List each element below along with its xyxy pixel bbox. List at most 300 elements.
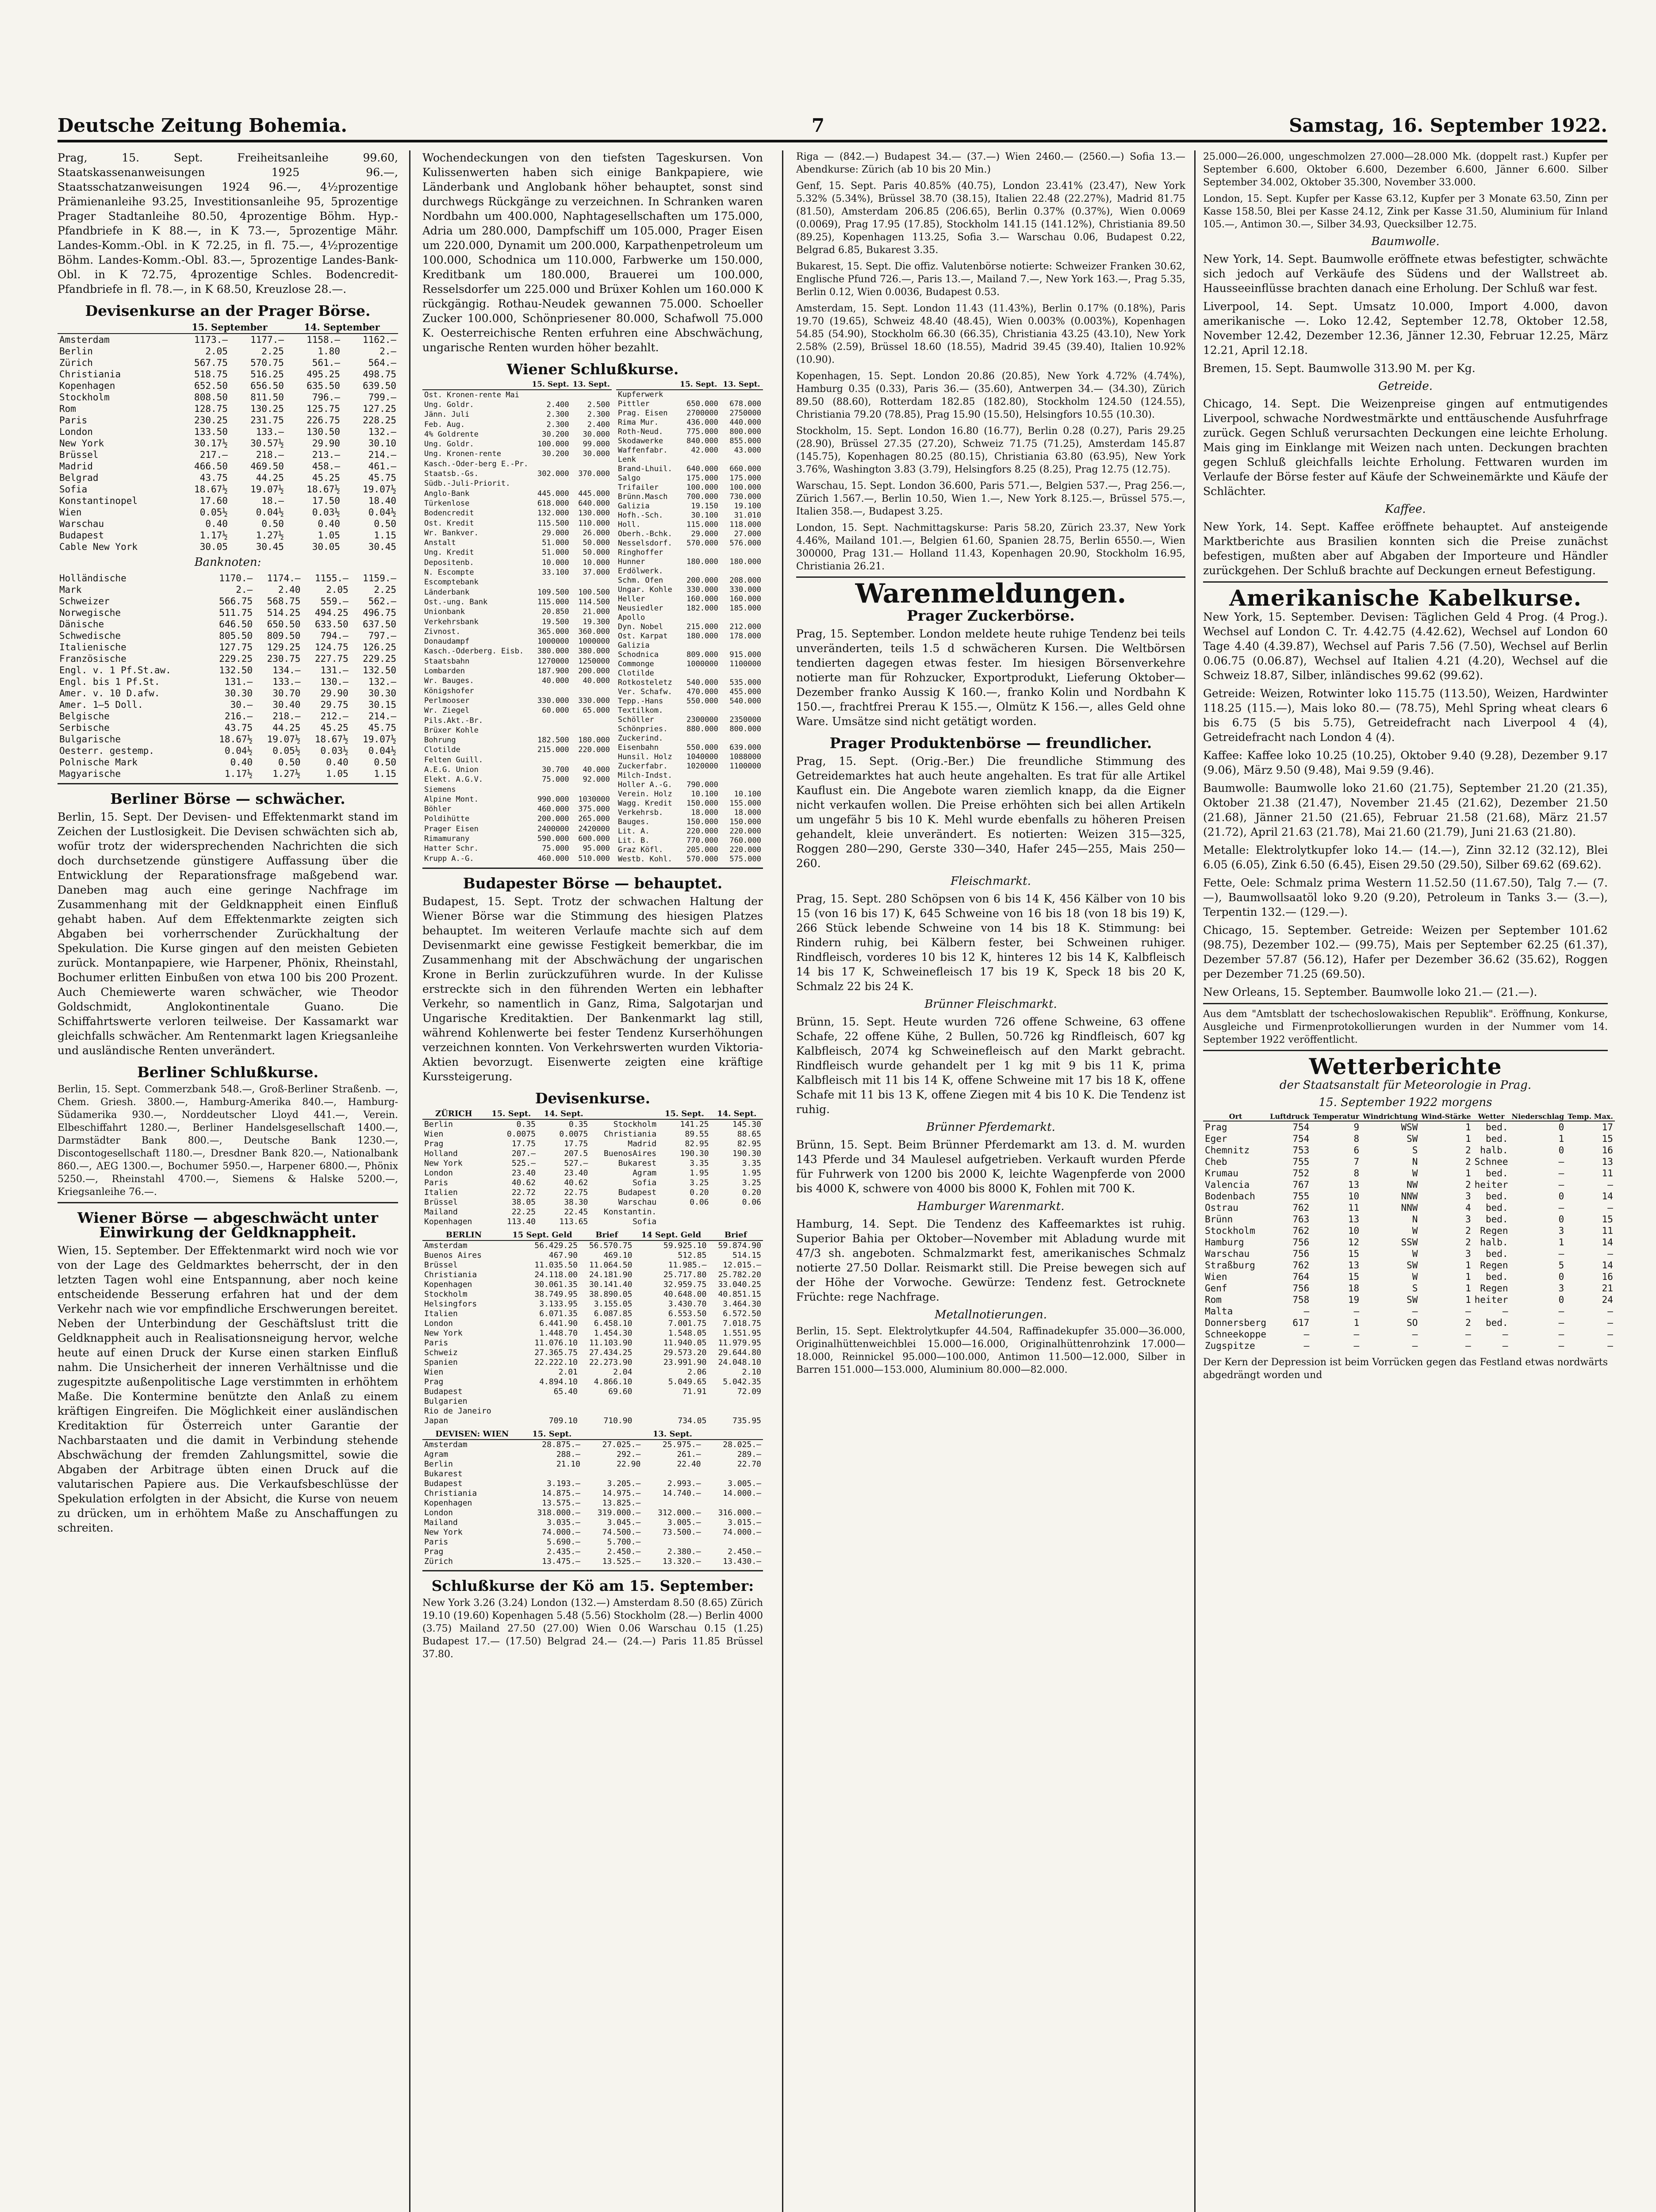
cell-value: 1 (1465, 1271, 1471, 1282)
cell-value: 42.000 (691, 446, 718, 455)
cell-value: 0.40 (326, 757, 349, 768)
cell-value: 59.925.10 (663, 1241, 707, 1250)
row-label: New York (59, 438, 104, 449)
cell-value: 2.40 (278, 584, 301, 595)
cell-value: — (1558, 1340, 1564, 1351)
cell-value: 678.000 (729, 399, 761, 408)
cell-value: 212.— (320, 711, 349, 722)
cell-value: 17.75 (511, 1139, 536, 1148)
row-label: Spanien (424, 1358, 458, 1367)
cell-value: 1000000 (537, 637, 569, 646)
cell-value: 2 (1465, 1145, 1471, 1156)
cell-value: 1158.— (307, 334, 340, 345)
cell-value: 14.975.— (602, 1489, 641, 1498)
wiener-schluss-row (422, 607, 612, 617)
cell-value: 1173.— (194, 334, 228, 345)
row-label: Brüssel (424, 1198, 458, 1207)
wetter-row (1203, 1133, 1615, 1144)
wiener-schluss-right-rows (616, 390, 763, 864)
wiener-schluss-row (422, 657, 612, 666)
cell-value: 1.454.30 (594, 1329, 632, 1338)
cell-value: — (1607, 1248, 1613, 1259)
wiener-schluss-row (616, 390, 763, 399)
berlin-devisen-row (422, 1319, 763, 1329)
divider (1203, 581, 1608, 583)
berlin-heading: Berliner Börse — schwächer. (110, 790, 345, 807)
wiener-schluss-row (422, 568, 612, 577)
cell-value (571, 785, 612, 795)
cell-value: 75.000 (542, 775, 569, 784)
row-label: Perlmooser (424, 696, 470, 705)
row-label: Französische (59, 653, 126, 664)
cell-value: 132.000 (537, 509, 569, 518)
wiener-schluss-row (616, 576, 763, 585)
cell-value: 330.000 (686, 585, 718, 594)
banknoten-row (58, 618, 398, 630)
cell-value: W (1412, 1168, 1418, 1179)
cell-value (571, 686, 612, 696)
divider (1203, 1003, 1608, 1004)
zurich-row (422, 1198, 763, 1207)
row-label: Siemens (424, 785, 456, 794)
devisen-row (58, 449, 398, 461)
cell-value: 1020000 (686, 762, 718, 771)
cell-value (530, 390, 571, 400)
row-label: Zugspitze (1205, 1340, 1255, 1351)
cell-value: 208.000 (729, 576, 761, 585)
wetter-row (1203, 1190, 1615, 1202)
row-label: Konstantinopel (59, 495, 138, 506)
banknoten-row (58, 572, 398, 584)
cell-value (720, 548, 763, 557)
wiener-schluss-row (616, 771, 763, 780)
wetter-row (1203, 1340, 1615, 1352)
cell-value: 75.000 (542, 844, 569, 853)
cell-value: 762 (1292, 1202, 1310, 1213)
cell-value: 498.75 (363, 369, 396, 380)
cell-value: 51.000 (542, 538, 569, 548)
cell-value: 100.500 (578, 588, 610, 597)
row-label: Wien (424, 1367, 444, 1377)
cell-value: 0.04½ (368, 507, 396, 518)
row-label: Ost. Karpat (617, 632, 668, 641)
cell-value: Regen (1480, 1260, 1508, 1271)
cell-value: 0.20 (690, 1188, 709, 1197)
cell-value: 10 (1348, 1191, 1360, 1202)
cell-value: 14 (1602, 1191, 1613, 1202)
cell-value: SSW (1401, 1237, 1418, 1248)
row-label: Salgo (617, 474, 641, 483)
cell-value: 576.000 (729, 539, 761, 548)
cell-value (677, 567, 720, 576)
cell-value: — (1558, 1202, 1564, 1213)
column-header: Temperatur (1311, 1113, 1361, 1121)
row-label: Italien (424, 1309, 458, 1318)
row-label: Zuckerind. (617, 734, 663, 743)
row-label: Ost. Kronen-rente Mai (424, 390, 519, 399)
cell-value: 190.30 (732, 1149, 761, 1158)
row-label: London (424, 1319, 453, 1328)
cell-value: 50.000 (583, 538, 610, 548)
wiener-schluss-row (616, 743, 763, 753)
row-label: Bohrung (424, 736, 456, 745)
cell-value: 1 (1465, 1122, 1471, 1133)
cell-value: bed. (1485, 1271, 1508, 1282)
cell-value: 0.06 (690, 1198, 709, 1207)
cell-value: 370.000 (578, 469, 610, 479)
cell-value: 635.50 (307, 380, 340, 391)
cell-value: 1088000 (729, 753, 761, 761)
cell-value: 180.000 (578, 736, 610, 745)
wiener-schluss-row (616, 539, 763, 548)
row-label: Kopenhagen (424, 1498, 472, 1508)
wiener-schluss-row (422, 755, 612, 765)
kabel-devisen-text: New York, 15. September. Devisen: Täglichen Geld 4 Prog. (4 Prog.). Wechsel auf London C. Tr. 4.42.75 (4.42.62), Wechsel auf London 60 Tage 4.40 (4.39.87), Wechsel auf Paris 7.56 (7.50), Wechsel auf Berlin 0.06.75 (0.06.87), Wechsel auf Italien 4.21 (4.20), Wechsel auf die Schweiz 18.87, Silber, inländisches 99.62 (99.62). (1203, 611, 1608, 682)
column-header: 13. Sept. (642, 1429, 702, 1440)
wetter-date: 15. September 1922 morgens (1319, 1096, 1492, 1109)
wiener-schluss-row (422, 637, 612, 646)
cell-value (720, 567, 763, 576)
cell-value: 30.45 (256, 541, 284, 552)
cell-value: 118.000 (729, 520, 761, 529)
divider (422, 868, 763, 869)
page-number: 7 (811, 115, 825, 136)
cell-value: 809.50 (267, 630, 301, 641)
cell-value: 228.25 (363, 415, 396, 426)
berlin-devisen-row (422, 1348, 763, 1358)
row-label: Berlin (59, 346, 93, 357)
bremen-text: Bremen, 15. Sept. Baumwolle 313.90 M. per Kg. (1203, 362, 1476, 375)
cell-value: 514.15 (732, 1251, 761, 1260)
cell-value (571, 459, 612, 469)
row-label: Heller (617, 595, 645, 603)
banknoten-row (58, 676, 398, 687)
cell-value: 1.95 (742, 1168, 761, 1178)
row-label: Clotilde (617, 669, 654, 678)
cell-value: S (1412, 1145, 1418, 1156)
cell-value: 24.181.90 (589, 1270, 632, 1279)
cell-value: N (1412, 1156, 1418, 1167)
cell-value: 2.— (236, 584, 253, 595)
cell-value: 3 (1465, 1191, 1471, 1202)
cell-value: 1.27½ (272, 768, 301, 779)
cell-value (720, 780, 763, 790)
zurich-row (422, 1119, 763, 1129)
cell-value: 129.25 (267, 642, 301, 653)
cell-value: 764 (1292, 1271, 1310, 1282)
wiener-schluss-row (422, 400, 612, 410)
cell-value: 51.000 (542, 548, 569, 557)
wiener-schluss-row (422, 676, 612, 686)
devisen-row (58, 530, 398, 541)
cell-value: 6.441.90 (539, 1319, 578, 1328)
cell-value: 753 (1292, 1145, 1310, 1156)
cell-value: 2.25 (261, 346, 284, 357)
cell-value: — (1412, 1329, 1418, 1340)
wiener-schluss-row (616, 845, 763, 855)
devisen-row (58, 403, 398, 415)
row-label: Mailand (424, 1207, 458, 1217)
divider (1203, 1050, 1608, 1051)
row-label: Eger (1205, 1133, 1227, 1144)
row-label: Wagg. Kredit (617, 799, 672, 808)
wiener-schluss-row (422, 440, 612, 449)
cell-value: 60.000 (542, 706, 569, 715)
wiener-schluss-row (616, 437, 763, 446)
banknoten-row (58, 607, 398, 618)
column-header: 15. Sept. (530, 380, 571, 390)
cell-value: 24.048.10 (718, 1358, 761, 1367)
row-label: Hunsil. Holz (617, 753, 672, 761)
row-label: Christiania (424, 1270, 477, 1279)
metal-continued-text: 25.000—26.000, ungeschmolzen 27.000—28.000 Mk. (doppelt rast.) Kupfer per September 6.600, Oktober 6.600, Dezember 6.600, Jänner 6.600. Silber September 34.002, Oktober 35.300, November 33.000. (1203, 151, 1608, 188)
wiener-schluss-row (616, 492, 763, 502)
wetter-table (1203, 1113, 1615, 1352)
wiener-schluss-row (422, 420, 612, 430)
cell-value: 540.000 (686, 678, 718, 687)
bruenner-fleisch-text: Brünn, 15. Sept. Heute wurden 726 offene Schweine, 63 offene Schafe, 22 offene Kühe, 2 Bullen, 50.726 kg Rindfleisch, 607 kg Kalbfleisch, 2074 kg Schweinefleisch auf den Markt gebracht. Rindfleisch wurde gehandelt per 1 kg mit 9 bis 11 K, prima Kalbfleisch mit 11 bis 14 K, offene Schweine mit 17 bis 18 K, offene Schafe mit 11 bis 13 K, offene Ziegen mit 4 bis 10 K. Die Tendenz ist ruhig. (796, 1015, 1185, 1116)
cell-value: 3.035.— (547, 1518, 580, 1527)
cell-value: 3.25 (690, 1178, 709, 1187)
cell-value: 100.000 (537, 440, 569, 449)
cell-value: 3 (1558, 1283, 1564, 1294)
cell-value: 2.435.— (547, 1547, 580, 1556)
wien-devisen-row (422, 1489, 763, 1498)
cell-value: 2.450.— (607, 1547, 641, 1556)
cell-value: 217.— (199, 449, 228, 460)
cell-value (658, 1217, 710, 1227)
cell-value: 1000000 (686, 660, 718, 668)
cell-value: 30.061.35 (534, 1280, 578, 1289)
wetter-row (1203, 1167, 1615, 1179)
cell-value: 182.500 (537, 736, 569, 745)
cell-value: 1174.— (267, 573, 301, 584)
cell-value: 2400000 (537, 824, 569, 833)
row-label: Bulgarien (424, 1397, 468, 1406)
cell-value: 23.40 (564, 1168, 588, 1178)
row-label: N. Escompte (424, 568, 474, 577)
wiener-schluss-row (616, 418, 763, 427)
cell-value: halb. (1480, 1145, 1508, 1156)
wiener-schluss-row (616, 567, 763, 576)
row-label: Kupferwerk (617, 390, 663, 399)
cell-value: heiter (1474, 1179, 1508, 1190)
cell-value: 800.000 (729, 427, 761, 436)
cell-value: 2700000 (686, 409, 718, 418)
cell-value: 6.087.85 (594, 1309, 632, 1318)
cell-value: 1270000 (537, 657, 569, 666)
row-label: Clotilde (424, 745, 460, 755)
cell-value: 175.000 (686, 474, 718, 483)
cell-value: 735.95 (732, 1416, 761, 1425)
wiener-schluss-row (422, 449, 612, 459)
row-label: Felten Guill. (424, 755, 483, 764)
cell-value: 132.— (368, 676, 396, 687)
row-label: Italien (424, 1188, 458, 1197)
kopenhagen-text: Kopenhagen, 15. Sept. London 20.86 (20.85), New York 4.72% (4.74%), Hamburg 0.35 (0.33), Paris 36.— (35.60), Antwerpen 34.— (34.30), Zürich 89.50 (88.60), Rotterdam 182.85 (182.80), Stockholm 124.50 (124.55), Christiania 79.20 (78.85), Prag 15.90 (15.50), Helsingfors 10.55 (10.30). (796, 371, 1185, 420)
cell-value: 380.000 (537, 647, 569, 656)
cell-value: 20.850 (542, 607, 569, 617)
wetter-subheading: der Staatsanstalt für Meteorologie in Prag. (1279, 1079, 1532, 1092)
cell-value: 29.90 (312, 438, 340, 449)
cell-value: bed. (1485, 1133, 1508, 1144)
row-label: Pittler (617, 399, 650, 408)
row-label: Bulgarische (59, 734, 121, 745)
cell-value: 2420000 (578, 824, 610, 833)
wiener-text: Wien, 15. September. Der Effektenmarkt wird noch wie vor von der Lage des Geldmarktes beherrscht, der in den letzten Tagen wohl eine Entspannung, aber noch keine entscheidende Besserung erfahren hat und der dem Verkehr nach wie vor empfindliche Erschwerungen bereitet. Neben der Unterbindung der Geschäftslust tritt die Geldknappheit auch in Realisationsneigung hervor, welche heute auf einen Druck der Kurse einen starken Einfluß nahm. Die Unsicherheit der inneren Verhältnisse und die zugespitzte außenpolitische Lage verstimmten in erhöhtem Maße. Die Kontermine benützte den Anlaß zu einem kräftigen Eingreifen. Die Möglichkeit einer ausländischen Kreditaktion für Österreich unter Garantie der Nachbarstaaten und die damit in Verbindung stehende Abschwächung der fremden Zahlungsmittel, sowie die Abgaben der Arbitrage übten einen Druck auf die valutarischen Papiere aus. Die Verkaufsbeschlüsse der Spekulation erfolgten in der Absicht, die Kurse von neuem zu drücken, um in erhöhtem Maße zu Anschaffungen zu schreiten. (58, 1244, 398, 1534)
wetter-row (1203, 1121, 1615, 1133)
cell-value: 1100000 (729, 660, 761, 668)
cell-value (522, 1469, 582, 1479)
wiener-schluss-row (616, 585, 763, 595)
cell-value: 3.464.30 (723, 1299, 761, 1309)
row-label: Ungar. Kohle (617, 585, 672, 594)
banknoten-row (58, 595, 398, 607)
wiener-schluss-row (422, 410, 612, 420)
row-label: Jänn. Juli (424, 410, 470, 419)
wetter-row (1203, 1271, 1615, 1283)
cell-value (708, 1397, 763, 1406)
cell-value: 5.042.35 (723, 1377, 761, 1386)
cell-value: — (1558, 1156, 1564, 1167)
cell-value: 0.35 (516, 1120, 536, 1129)
cell-value: 18.67½ (194, 484, 228, 495)
cell-value (677, 771, 720, 780)
cell-value: 265.000 (578, 814, 610, 824)
cell-value: 13.825.— (602, 1498, 641, 1508)
wiener-schluss-row (616, 465, 763, 474)
wiener-schluss-row (616, 762, 763, 771)
cell-value: 2.06 (687, 1367, 707, 1377)
ko-heading: Schlußkurse der Kö am 15. September: (431, 1577, 754, 1594)
cell-value: 22.273.90 (589, 1358, 632, 1367)
row-label: Ung. Kredit (424, 548, 474, 557)
wiener-schluss-row (422, 795, 612, 804)
cell-value: 0 (1558, 1191, 1564, 1202)
cell-value: 218.— (256, 449, 284, 460)
row-label: Verein. Holz (617, 790, 672, 799)
cell-value: 640.000 (578, 499, 610, 508)
cell-value (677, 390, 720, 399)
cell-value: 13.320.— (662, 1557, 701, 1566)
cell-value: 126.25 (363, 642, 396, 653)
kabel-chicago-text: Chicago, 15. September. Getreide: Weizen per September 101.62 (98.75), Dezember 102.— (99.75), Mais per September 62.25 (61.37), Dezember 57.87 (56.12), Hafer per Dezember 36.62 (35.62), Roggen per Dezember 71.25 (69.50). (1203, 924, 1608, 980)
cell-value: 19.300 (583, 617, 610, 626)
warenmeldungen-heading: Warenmeldungen. (855, 578, 1127, 609)
cell-value: 797.— (368, 630, 396, 641)
row-label: Amer. v. 10 D.afw. (59, 688, 160, 699)
cell-value: 1177.— (250, 334, 284, 345)
cell-value: 1.448.70 (539, 1329, 578, 1338)
cell-value: 550.000 (686, 743, 718, 752)
cell-value: 1.05 (318, 530, 340, 541)
cell-value: 0.03½ (312, 507, 340, 518)
cell-value: 8 (1353, 1168, 1360, 1179)
cell-value: 318.000.— (537, 1508, 580, 1517)
row-label: Skodawerke (617, 437, 663, 445)
devisen-row (58, 392, 398, 403)
cell-value: 460.000 (537, 805, 569, 814)
cell-value: bed. (1485, 1248, 1508, 1259)
row-label: Prag (1205, 1122, 1227, 1133)
row-label: Schönpries. (617, 725, 668, 733)
bukarest-text: Bukarest, 15. Sept. Die offiz. Valutenbörse notierte: Schweizer Franken 30.62, Englische Pfund 726.—, Paris 13.—, Mailand 7.—, New York 163.—, Prag 5.35, Berlin 0.12, Wien 0.0036, Budapest 0.53. (796, 261, 1185, 298)
wiener-schluss-row (422, 518, 612, 528)
cell-value: SW (1407, 1260, 1418, 1271)
hamburger-heading: Hamburger Warenmarkt. (917, 1200, 1065, 1213)
cell-value: — (1412, 1340, 1418, 1351)
cell-value: 2 (1465, 1237, 1471, 1248)
cell-value: 92.000 (583, 775, 610, 784)
row-label: Krumau (1205, 1168, 1238, 1179)
cell-value: 3.005.— (728, 1479, 761, 1488)
row-label: Kopenhagen (59, 380, 115, 391)
row-label: Amsterdam (424, 1241, 468, 1250)
cell-value: 767 (1292, 1179, 1310, 1190)
cell-value: — (1607, 1317, 1613, 1328)
wien-devisen-header (422, 1429, 763, 1440)
wetter-row (1203, 1329, 1615, 1340)
cell-value: 445.000 (578, 489, 610, 498)
row-label: Unionbank (424, 607, 465, 617)
berlin-devisen-row (422, 1251, 763, 1260)
row-label: Paris (424, 1537, 448, 1547)
cell-value: 220.000 (686, 827, 718, 836)
berlin-devisen-row (422, 1416, 763, 1426)
column-header: 15. Sept. (658, 1109, 710, 1119)
wien-devisen-row (422, 1459, 763, 1469)
berlin-devisen-row (422, 1358, 763, 1367)
cell-value (634, 1406, 708, 1416)
cell-value (708, 1406, 763, 1416)
cell-value (711, 1217, 763, 1227)
cell-value: 7.001.75 (668, 1319, 707, 1328)
wiener-schluss-row (422, 558, 612, 568)
berlin-devisen-row (422, 1270, 763, 1280)
row-label: Warschau (59, 518, 104, 529)
cell-value: 8 (1353, 1133, 1360, 1144)
cell-value: Bukarest (618, 1159, 657, 1168)
row-label: Kopenhagen (424, 1280, 472, 1289)
cell-value: — (1412, 1306, 1418, 1317)
london-metal-text: London, 15. Sept. Kupfer per Kasse 63.12, Kupfer per 3 Monate 63.50, Zinn per Kasse 158.50, Blei per Kasse 24.12, Zink per Kasse 31.50, Aluminium für Inland 105.—, Antimon 30.—, Silber 34.93, Quecksilber 12.75. (1203, 193, 1608, 230)
cell-value: — (1558, 1179, 1564, 1190)
cell-value: 45.75 (368, 722, 396, 733)
cell-value: 115.000 (686, 520, 718, 529)
cell-value: 2300000 (686, 715, 718, 724)
row-label: Holler A.-G. (617, 780, 672, 789)
cell-value: 72.09 (737, 1387, 761, 1396)
row-label: Christiania (59, 369, 121, 380)
cell-value: Konstantin. (604, 1207, 657, 1217)
cell-value: 207.5 (564, 1149, 588, 1158)
row-label: Depositenb. (424, 558, 474, 567)
cell-value: 570.000 (686, 539, 718, 548)
cell-value: 14 (1602, 1237, 1613, 1248)
row-label: Schneekoppe (1205, 1329, 1267, 1340)
row-label: Rotkosteletz (617, 678, 672, 687)
cell-value: 71.91 (682, 1387, 707, 1396)
cell-value: 312.000.— (658, 1508, 701, 1517)
pferde-heading: Brünner Pferdemarkt. (926, 1121, 1055, 1134)
cell-value: 40.62 (564, 1178, 588, 1187)
cell-value: 261.— (677, 1450, 701, 1459)
cell-value: 510.000 (578, 854, 610, 863)
cell-value: 10.000 (583, 558, 610, 567)
cell-value: — (1465, 1340, 1471, 1351)
wetter-row (1203, 1144, 1615, 1156)
cell-value: 27.365.75 (534, 1348, 578, 1357)
